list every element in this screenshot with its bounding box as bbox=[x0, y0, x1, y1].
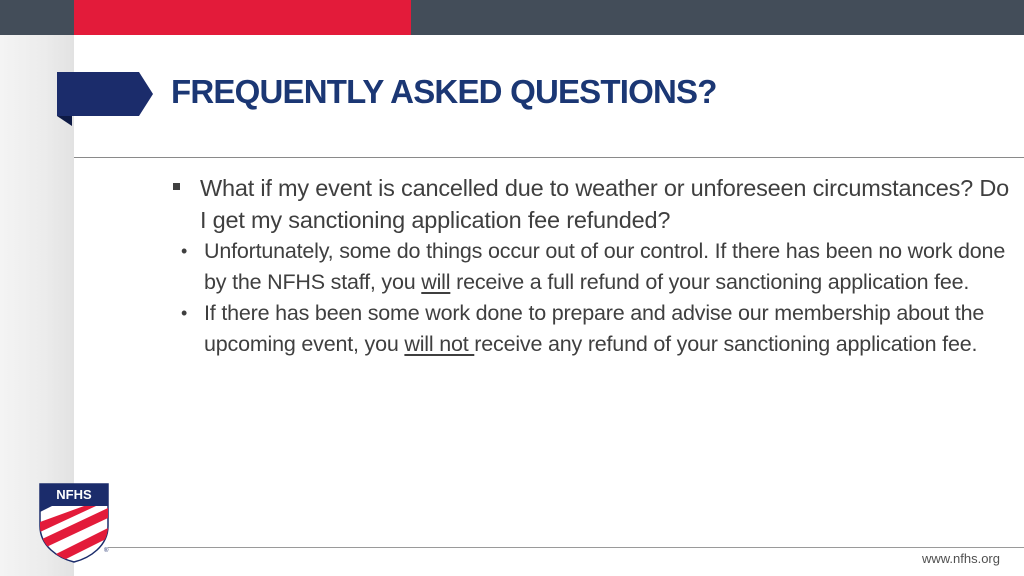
answer-list bbox=[171, 236, 1011, 360]
answer-text: receive a full refund of your sanctioning application fee. bbox=[450, 270, 970, 294]
answer-text: If there has been some work done to prepare and advise our membership about the upcoming event, you bbox=[204, 301, 985, 356]
faq-content bbox=[171, 172, 1011, 360]
answer-item bbox=[171, 298, 1011, 360]
round-bullet-icon: • bbox=[181, 241, 188, 261]
round-bullet-icon: • bbox=[181, 303, 188, 323]
answer-text: receive any refund of your sanctioning application fee. bbox=[474, 332, 978, 356]
registered-mark: ® bbox=[104, 548, 109, 554]
answer-item bbox=[171, 236, 1011, 298]
nfhs-logo bbox=[38, 482, 110, 564]
title-arrow-icon bbox=[55, 72, 155, 126]
square-bullet-icon bbox=[173, 183, 180, 190]
answer-emphasis: will bbox=[421, 270, 451, 294]
answer-emphasis: will not bbox=[404, 332, 475, 356]
title-divider bbox=[74, 157, 1024, 158]
page-title: FREQUENTLY ASKED QUESTIONS? bbox=[171, 73, 717, 110]
question-text: What if my event is cancelled due to weather or unforeseen circumstances? Do I get my sanctioning application fee refunded? bbox=[200, 175, 1010, 233]
logo-text: NFHS bbox=[56, 487, 92, 502]
top-red-accent bbox=[74, 0, 411, 35]
footer-divider bbox=[108, 547, 1024, 548]
footer-url[interactable]: www.nfhs.org bbox=[921, 551, 1000, 566]
faq-question bbox=[171, 172, 1011, 236]
answer-text: Unfortunately, some do things occur out of our control. If there has been no work done by the NFHS staff, you bbox=[204, 239, 1006, 294]
